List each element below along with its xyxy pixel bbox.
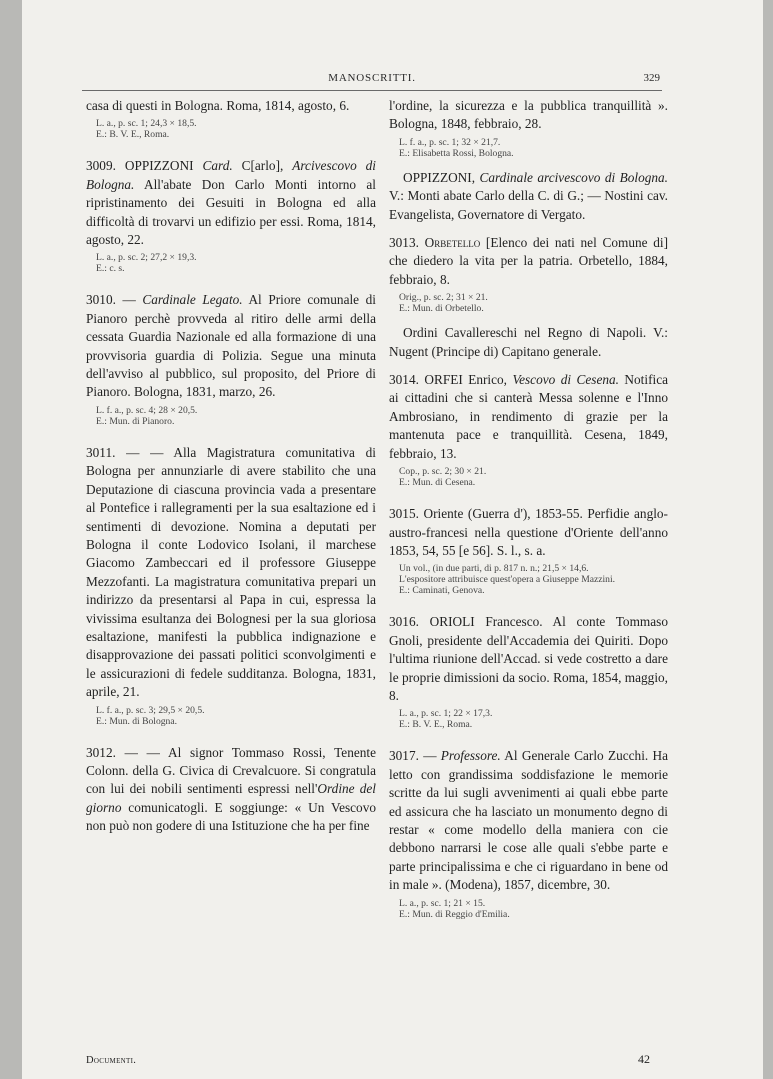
entry-3016: 3016. ORIOLI Francesco. Al conte Tommaso Gnoli, presidente dell'Accademia dei Quiriti. Dopo l'ultima riunione dell'Accad. si vede costretto a dare le proprie dimissioni da socio. Roma, 1854, maggio, 8. bbox=[389, 614, 668, 703]
left-column bbox=[86, 97, 376, 836]
entry-meta: L. a., p. sc. 1; 24,3 × 18,5. E.: B. V. E., Roma. bbox=[96, 118, 197, 141]
entry-3011: 3011. — — Alla Magistratura comunitativa di Bologna per annunziarle di avere stabilito che una Deputazione di ciascuna provincia vada a presentare al Pontefice i rallegramenti per la sua esaltazione ed i sentimenti di devozione. Nomina a deputati per Bologna il conte Lodovico Isolani, il marchese Giacomo Zambeccari ed il professore Giuseppe Mezzofanti. La magistratura comunitativa prepari un indirizzo da presentarsi al Papa in cui, espressa la vivissima esultanza dei Bolognesi per la sua gloriosa esaltazione, manifesti la pubblica indignazione e disapprovazione dei passati politici sconvolgimenti e le assicurazioni di fedele sudditanza. Bologna, 1831, aprile, 21. bbox=[86, 444, 376, 700]
running-title: MANOSCRITTI. bbox=[328, 72, 416, 84]
entry-3008-continuation: casa di questi in Bologna. Roma, 1814, agosto, 6. bbox=[86, 98, 350, 113]
header-rule bbox=[82, 90, 662, 91]
signature-mark: Documenti. bbox=[86, 1055, 137, 1066]
cross-reference-ordini: Ordini Cavallereschi nel Regno di Napoli. V.: Nugent (Principe di) Capitano generale. bbox=[389, 325, 668, 359]
entry-3013: 3013. Orbetello [Elenco dei nati nel Comune di] che diedero la vita per la patria. Orbetello, 1884, febbraio, 8. bbox=[389, 235, 668, 287]
entry-3009: 3009. OPPIZZONI Card. C[arlo], Arcivescovo di Bologna. All'abate Don Carlo Monti intorno al ripristinamento dei Gesuiti in Bologna ed alla difficoltà di trovarvi un edifizio per essi. Roma, 1814, agosto, 22. bbox=[86, 158, 376, 248]
document-page bbox=[22, 0, 763, 1079]
entry-meta: L. f. a., p. sc. 1; 32 × 21,7. E.: Elisabetta Rossi, Bologna. bbox=[399, 136, 514, 159]
entry-3012: 3012. — — Al signor Tommaso Rossi, Tenente Colonn. della G. Civica di Crevalcuore. Si congratula con lui dei nobili sentimenti espressi nell'Ordine del giorno comunicatogli. E soggiunge: « Un Vescovo non può non godere di una Istituzione che ha per fine bbox=[86, 744, 376, 834]
sheet-number: 42 bbox=[638, 1052, 650, 1066]
entry-meta: Un vol., (in due parti, di p. 817 n. n.; 21,5 × 14,6. L'espositore attribuisce quest'opera a Giuseppe Mazzini. E.: Caminati, Genova. bbox=[399, 563, 616, 597]
right-column bbox=[389, 97, 668, 920]
entry-3010: 3010. — Cardinale Legato. Al Priore comunale di Pianoro perchè provveda al ritiro delle armi della cessata Guardia Nazionale ed alla formazione di una provvisoria guardia di Polizia. Segue una minuta dell'avviso al pubblico, sul proposito, del Priore di Pianoro. Bologna, 1831, marzo, 26. bbox=[86, 292, 376, 400]
page-number: 329 bbox=[643, 72, 660, 84]
entry-3014: 3014. ORFEI Enrico, Vescovo di Cesena. Notifica ai cittadini che si canterà Messa solenne e l'Inno Ambrosiano, in rendimento di grazie per la mantenuta pace e tranquillità. Cesena, 1849, febbraio, 13. bbox=[389, 372, 668, 461]
entry-meta: L. a., p. sc. 1; 22 × 17,3. E.: B. V. E., Roma. bbox=[399, 708, 493, 731]
entry-3015: 3015. Oriente (Guerra d'), 1853-55. Perfidie anglo-austro-francesi nella questione d'Oriente dell'anno 1853, 54, 55 [e 56]. S. l., s. a. bbox=[389, 506, 668, 558]
entry-meta: L. a., p. sc. 1; 21 × 15. E.: Mun. di Reggio d'Emilia. bbox=[399, 897, 510, 920]
entry-meta: Cop., p. sc. 2; 30 × 21. E.: Mun. di Cesena. bbox=[399, 466, 487, 489]
entry-meta: Orig., p. sc. 2; 31 × 21. E.: Mun. di Orbetello. bbox=[399, 292, 488, 315]
page-header bbox=[84, 72, 660, 88]
entry-3017: 3017. — Professore. Al Generale Carlo Zucchi. Ha letto con grandissima soddisfazione le memorie scritte da lui sugli avvenimenti ai quali ebbe parte ed assicura che ha lasciato un monumento degno di restar « come modello della maniera con cie debbono narrarsi le cose alle quali s'ebbe parte e parte principalissima e che ci riguardano in bene od in male ». (Modena), 1857, dicembre, 30. bbox=[389, 748, 669, 893]
entry-3012-continuation: l'ordine, la sicurezza e la pubblica tranquillità ». Bologna, 1848, febbraio, 28. bbox=[389, 98, 668, 132]
cross-reference-oppizzoni: OPPIZZONI, Cardinale arcivescovo di Bologna. V.: Monti abate Carlo della C. di G.; — Nostini cav. Evangelista, Governatore di Vergato. bbox=[389, 169, 668, 222]
entry-meta: L. f. a., p. sc. 4; 28 × 20,5. E.: Mun. di Pianoro. bbox=[96, 404, 198, 427]
entry-meta: L. a., p. sc. 2; 27,2 × 19,3. E.: c. s. bbox=[96, 252, 197, 275]
entry-meta: L. f. a., p. sc. 3; 29,5 × 20,5. E.: Mun. di Bologna. bbox=[96, 704, 205, 727]
